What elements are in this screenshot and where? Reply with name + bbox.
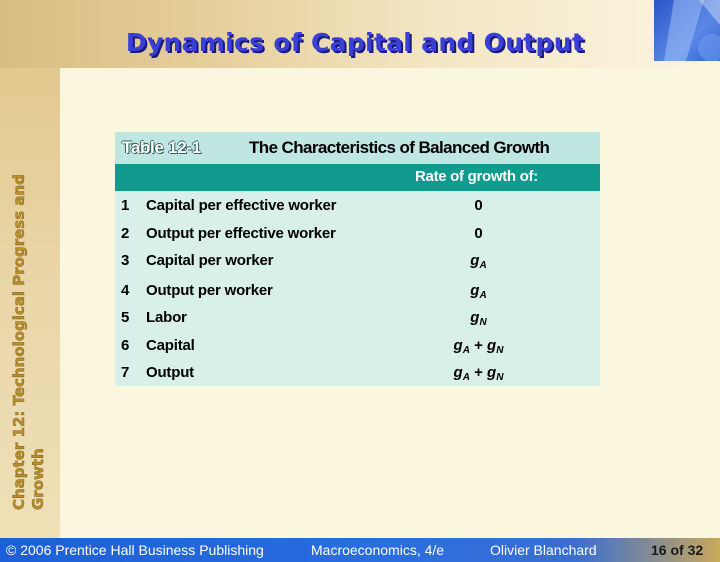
row-number: 1 [121,197,130,214]
row-name: Labor [146,309,187,326]
page-number: 16 of 32 [651,542,704,558]
footer-bar [0,538,720,562]
balanced-growth-table [115,132,600,386]
table-label: Table 12-1 [122,138,201,157]
row-name: Output [146,364,194,381]
chapter-label [2,96,58,516]
chapter-label-line1: Chapter 12: Technological Progress and [10,174,28,510]
table-row [115,252,600,279]
row-name: Capital [146,337,195,354]
row-number: 4 [121,282,130,299]
table-title: The Characteristics of Balanced Growth [249,138,550,157]
row-rate: $g_A$ [470,252,487,271]
row-name: Capital per effective worker [146,197,337,214]
row-rate: $g_A$ [470,282,487,301]
row-number: 2 [121,225,130,242]
row-number: 7 [121,364,130,381]
footer-copyright: © 2006 Prentice Hall Business Publishing [6,542,264,558]
rate-column-header: Rate of growth of: [415,168,538,185]
table-row [115,282,600,309]
row-number: 6 [121,337,130,354]
chapter-label-line2: Growth [29,448,47,510]
table-row [115,309,600,336]
footer-author: Olivier Blanchard [490,542,597,558]
row-rate: 0 [474,225,483,242]
svg-text:Chapter 12: Technological Prog [10,169,47,510]
row-rate: 0 [474,197,483,214]
row-rate: $g_A + g_N$ [453,337,504,356]
footer-book-title: Macroeconomics, 4/e [311,542,445,558]
row-name: Output per effective worker [146,225,336,242]
table-row [115,364,600,391]
row-rate: $g_N$ [470,309,487,328]
row-name: Output per worker [146,282,273,299]
row-rate: $g_A + g_N$ [453,364,504,383]
table-row [115,225,600,252]
row-number: 3 [121,252,130,269]
row-name: Capital per worker [146,252,274,269]
table-column-header-row [115,164,600,191]
row-number: 5 [121,309,130,326]
table-row [115,197,600,224]
slide-title: Dynamics of Capital and Output [125,28,585,57]
table-row [115,337,600,364]
table-header [115,132,600,164]
